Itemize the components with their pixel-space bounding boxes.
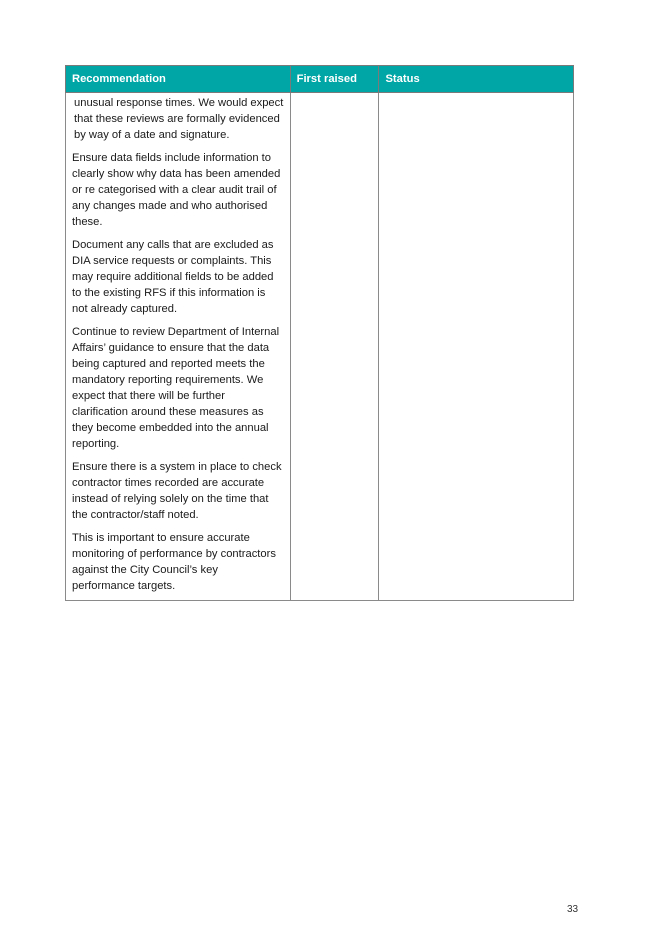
table-header-row (66, 66, 574, 93)
header-recommendation: Recommendation (66, 66, 291, 93)
recommendation-paragraph: Document any calls that are excluded as DIA service requests or complaints. This may require additional fields to be added to the existing RFS if this information is not already captured. (72, 239, 274, 315)
header-first-raised: First raised (290, 66, 379, 93)
recommendation-paragraph: Continue to review Department of Internal Affairs’ guidance to ensure that the data being captured and reported meets the mandatory reporting requirements. We expect that there will be further clarification around these measures as they become embedded into the annual reporting. (72, 326, 280, 450)
recommendation-cell (66, 93, 291, 601)
header-status: Status (379, 66, 574, 93)
table-row (66, 93, 574, 601)
recommendation-paragraph: unusual response times. We would expect that these reviews are formally evidenced by way of a date and signature. (74, 97, 284, 141)
first-raised-cell (290, 93, 379, 601)
recommendations-table (65, 65, 574, 601)
recommendation-paragraph: Ensure there is a system in place to check contractor times recorded are accurate instead of relying solely on the time that the contractor/staff noted. (72, 461, 282, 521)
recommendation-paragraph: This is important to ensure accurate monitoring of performance by contractors against the City Council’s key performance targets. (72, 532, 276, 592)
recommendation-paragraph: Ensure data fields include information to clearly show why data has been amended or re categorised with a clear audit trail of any changes made and who authorised these. (72, 152, 281, 228)
status-cell (379, 93, 574, 601)
page-number: 33 (567, 904, 579, 915)
